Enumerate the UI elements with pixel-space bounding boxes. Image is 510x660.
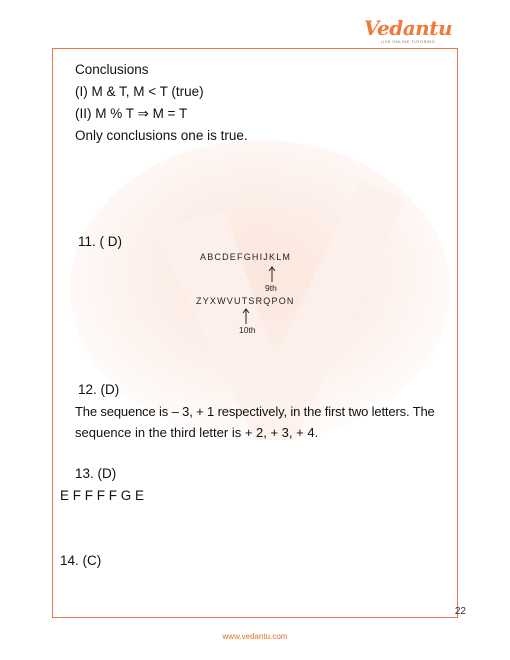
q14-label: 14. (C) bbox=[60, 553, 102, 568]
footer-url[interactable]: www.vedantu.com bbox=[222, 632, 288, 641]
q11-sequence-bottom: ZYXWVUTSRQPON bbox=[196, 296, 295, 306]
page-number: 22 bbox=[454, 606, 466, 617]
q11-sequence-top: ABCDEFGHIJKLM bbox=[200, 252, 292, 262]
q13-answer: E F F F F G E bbox=[60, 488, 144, 503]
arrow-up-icon bbox=[267, 266, 277, 282]
arrow-up-icon bbox=[241, 308, 251, 324]
q11-label: 11. ( D) bbox=[78, 234, 123, 249]
q12-explanation-line1: The sequence is – 3, + 1 respectively, in the first two letters. The bbox=[75, 404, 435, 419]
q12-explanation-line2: sequence in the third letter is + 2, + 3, + 4. bbox=[75, 425, 319, 440]
conclusions-heading: Conclusions bbox=[75, 62, 149, 77]
logo-tagline: LIVE ONLINE TUTORING bbox=[380, 39, 436, 44]
conclusion-two: (II) M % T ⇒ M = T bbox=[75, 106, 188, 121]
conclusion-one: (I) M & T, M < T (true) bbox=[75, 84, 204, 99]
q13-label: 13. (D) bbox=[75, 466, 117, 481]
conclusion-summary: Only conclusions one is true. bbox=[75, 128, 248, 143]
vedantu-logo bbox=[364, 18, 452, 44]
q11-mark-9th: 9th bbox=[265, 283, 277, 293]
logo-wordmark: Vedantu bbox=[363, 16, 452, 40]
q12-label: 12. (D) bbox=[78, 382, 120, 397]
q11-mark-10th: 10th bbox=[239, 325, 256, 335]
